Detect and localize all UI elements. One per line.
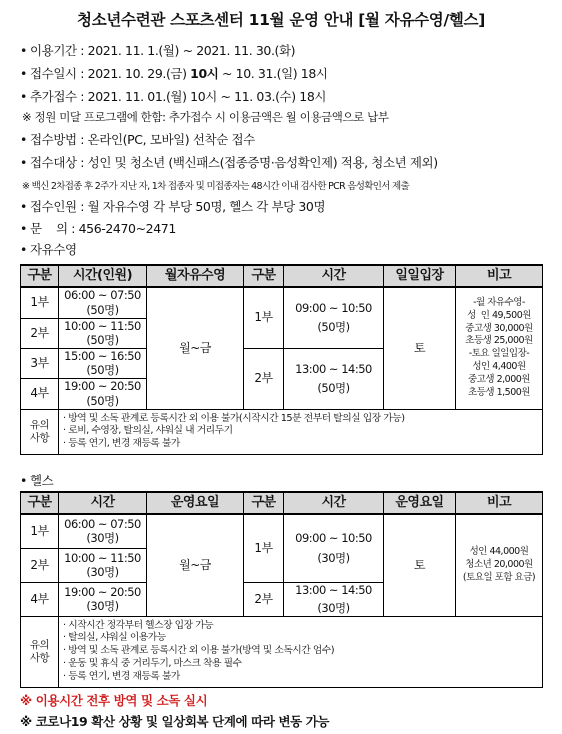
swim-day-entry: 토 xyxy=(384,287,456,409)
swim-header-time: 시간 xyxy=(284,265,384,287)
gym-sat-time-cell: 09:00 ~ 10:50 (30명) xyxy=(284,514,384,582)
swim-header-daily: 일일입장 xyxy=(384,265,456,287)
info-contact: • 문 의 : 456-2470~2471 xyxy=(20,221,176,236)
swim-days: 월~금 xyxy=(147,287,244,409)
swim-notes: -월 자유수영- 성 인 49,500원 중고생 30,000원 초등생 25,000원 -토요 일일입장- 성인 4,400원 중고생 2,000원 초등생 1,500원 xyxy=(456,287,543,409)
swim-part: 4부 xyxy=(21,378,59,409)
swim-time-cell: 06:00 ~ 07:50 (50명) xyxy=(59,287,147,318)
swim-part: 3부 xyxy=(21,348,59,378)
gym-header-time: 시간 xyxy=(284,492,384,514)
gym-part: 2부 xyxy=(21,548,59,582)
gym-sat-part: 2부 xyxy=(244,582,284,616)
gym-sat-time-cell: 13:00 ~ 14:50 (30명) xyxy=(284,582,384,616)
gym-part: 4부 xyxy=(21,582,59,616)
gym-notes: 성인 44,000원 청소년 20,000원 (토요일 포함 요금) xyxy=(456,514,543,616)
info-registration-date: • 접수일시 : 2021. 10. 29.(금) 10시 ~ 10. 31.(일) 18시 xyxy=(20,66,328,81)
gym-header-part: 구분 xyxy=(244,492,284,514)
gym-time-cell: 10:00 ~ 11:50 (30명) xyxy=(59,548,147,582)
gym-header-days: 운영요일 xyxy=(384,492,456,514)
gym-sat-part: 1부 xyxy=(244,514,284,582)
gym-time-cell: 06:00 ~ 07:50 (30명) xyxy=(59,514,147,548)
gym-header-part: 구분 xyxy=(21,492,59,514)
info-capacity: • 접수인원 : 월 자유수영 각 부당 50명, 헬스 각 부당 30명 xyxy=(20,199,326,214)
gym-part: 1부 xyxy=(21,514,59,548)
gym-day-entry: 토 xyxy=(384,514,456,616)
gym-caution-text: · 시작시간 정각부터 헬스장 입장 가능 · 탈의실, 샤워실 이용가능 · 방역 및 소독 관계로 등록시간 외 이용 불가(방역 및 소독시간 엄수) · 운동 및 휴식 중 거리두기, 마스크 착용 필수 · 등록 연기, 변경 재등록 불가 xyxy=(59,616,543,688)
swim-header-notes: 비고 xyxy=(456,265,543,287)
page-title: 청소년수련관 스포츠센터 11월 운영 안내 [월 자유수영/헬스] xyxy=(77,11,485,29)
footer-covid-notice: ※ 코로나19 확산 상황 및 일상회복 단계에 따라 변동 가능 xyxy=(20,714,330,729)
info-method: • 접수방법 : 온라인(PC, 모바일) 선착순 접수 xyxy=(20,132,255,147)
gym-heading: • 헬스 xyxy=(20,473,54,488)
gym-header-notes: 비고 xyxy=(456,492,543,514)
footer-disinfection-notice: ※ 이용시간 전후 방역 및 소독 실시 xyxy=(20,693,208,708)
gym-time-cell: 19:00 ~ 20:50 (30명) xyxy=(59,582,147,616)
info-note-undersubscribed: ※ 정원 미달 프로그램에 한함: 추가접수 시 이용금액은 월 이용금액으로 납부 xyxy=(22,110,389,124)
swim-heading: • 자유수영 xyxy=(20,242,77,257)
swim-time-cell: 10:00 ~ 11:50 (50명) xyxy=(59,318,147,348)
gym-table xyxy=(20,491,543,688)
swim-header-part: 구분 xyxy=(21,265,59,287)
swim-part: 2부 xyxy=(21,318,59,348)
gym-caution-label: 유의 사항 xyxy=(21,616,59,688)
info-target: • 접수대상 : 성인 및 청소년 (백신패스(접종증명·음성확인제) 적용, 청소년 제외) xyxy=(20,155,438,170)
swim-time-cell: 15:00 ~ 16:50 (50명) xyxy=(59,348,147,378)
swim-header-part: 구분 xyxy=(244,265,284,287)
swim-time-cell: 19:00 ~ 20:50 (50명) xyxy=(59,378,147,409)
gym-header-time: 시간 xyxy=(59,492,147,514)
swim-caution-text: · 방역 및 소독 관계로 등록시간 외 이용 불가(시작시간 15분 전부터 탈의실 입장 가능) · 로비, 수영장, 탈의실, 샤워실 내 거리두기 · 등록 연기, 변경 재등록 불가 xyxy=(59,409,543,455)
swim-caution-label: 유의 사항 xyxy=(21,409,59,455)
info-additional-registration: • 추가접수 : 2021. 11. 01.(월) 10시 ~ 11. 03.(수) 18시 xyxy=(20,89,327,104)
swim-sat-time-cell: 09:00 ~ 10:50 (50명) xyxy=(284,287,384,348)
swim-part: 1부 xyxy=(21,287,59,318)
swim-sat-part: 2부 xyxy=(244,348,284,409)
swim-table xyxy=(20,264,543,455)
gym-days: 월~금 xyxy=(147,514,244,616)
swim-header-time: 시간(인원) xyxy=(59,265,147,287)
gym-header-days: 운영요일 xyxy=(147,492,244,514)
info-note-vaccine: ※ 백신 2차접종 후 2주가 지난 자, 1차 접종자 및 미접종자는 48시간 이내 검사한 PCR 음성확인서 제출 xyxy=(22,181,409,192)
swim-header-monthly: 월자유수영 xyxy=(147,265,244,287)
swim-sat-part: 1부 xyxy=(244,287,284,348)
info-period: • 이용기간 : 2021. 11. 1.(월) ~ 2021. 11. 30.(화) xyxy=(20,43,296,58)
swim-sat-time-cell: 13:00 ~ 14:50 (50명) xyxy=(284,348,384,409)
